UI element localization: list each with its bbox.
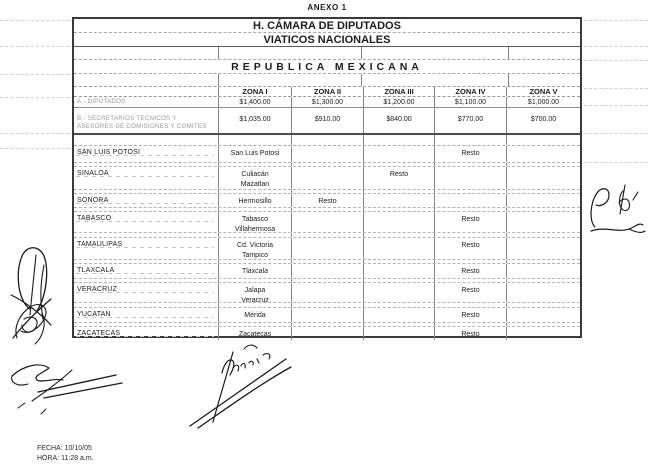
scan-artifact-line [0,46,70,47]
rate-value: $1,300.00 [292,97,364,107]
state-name: TAMAULIPAS [74,238,219,259]
zona-i-city: Tlaxcala [241,268,269,275]
rate-value: $910.00 [292,114,364,133]
rate-label-line2: ASESORES DE COMISIONES Y COMITES [77,123,207,130]
table-row-sonora [74,194,580,208]
fecha-label: FECHA: 10/10/05 [37,445,92,452]
zona-ii-cell [292,238,364,259]
state-name: YUCATAN [74,308,219,322]
spacer-row [74,135,580,146]
table-subtitle: VIATICOS NACIONALES [263,33,391,46]
scan-artifact-line [0,148,70,149]
rate-row-diputados [74,97,580,108]
zona-iv-cell [435,194,507,207]
zona-i-city: Mazatlan [240,181,270,188]
zona-iii-cell [364,308,435,322]
ink-signature-right-icon [584,183,648,239]
scan-artifact-line [0,74,70,75]
zona-i-city: Culiacán [241,171,269,178]
table-row-tabasco [74,212,580,233]
table-row-sinaloa [74,167,580,190]
scan-artifact-line [584,133,648,134]
scan-artifact-line [584,20,648,21]
footer [37,444,94,463]
ink-signature-bottom-left-icon [10,356,130,420]
zona-iv-cell: Resto [435,212,507,232]
zona-ii-cell [292,146,364,162]
state-name: ZACATECAS [74,327,219,340]
zona-v-cell [507,264,580,278]
state-name: TLAXCALA [74,264,219,278]
zona-i-city: Mérida [244,312,266,319]
zona-i-city: Villahermosa [234,226,276,232]
rate-value: $1,200.00 [364,97,435,107]
zona-iii-cell [364,194,435,207]
zona-iii-cell [364,264,435,278]
state-name: SAN LUIS POTOSI [74,146,219,162]
zone-header-row [74,87,580,97]
zone-header-i: ZONA I [219,87,292,96]
table-row-yucatan [74,308,580,323]
rate-value: $840.00 [364,114,435,133]
zona-v-cell [507,308,580,322]
zona-i-city: Cd. Victoria [236,242,274,249]
state-name: TABASCO [74,212,219,232]
ink-signature-center-icon [188,342,296,430]
table-row-zacatecas [74,327,580,340]
zona-i-city: Veracruz [241,297,269,302]
scan-artifact-line [0,133,70,134]
zona-iii-cell: Resto [364,167,435,189]
scan-artifact-line [0,20,70,21]
table-row-san-luis-potosi [74,146,580,163]
zona-iv-cell: Resto [435,146,507,162]
rate-value: $1,100.00 [435,97,507,107]
zona-iii-cell [364,146,435,162]
zona-v-cell [507,327,580,340]
zona-ii-cell [292,308,364,322]
zona-iv-cell: Resto [435,238,507,259]
state-name: SINALOA [74,167,219,189]
zona-iv-cell: Resto [435,327,507,340]
region-title-row [74,60,580,74]
zona-i-city: Tabasco [241,216,269,223]
zone-header-v: ZONA V [529,87,558,96]
zona-ii-cell: Resto [292,194,364,207]
state-name: VERACRUZ [74,283,219,302]
zona-v-cell [507,146,580,162]
zona-iii-cell [364,238,435,259]
zona-ii-cell [292,212,364,232]
rate-value: $1,035.00 [219,114,292,133]
ink-signature-left-icon [6,243,64,349]
annex-label: ANEXO 1 [307,3,347,12]
zona-v-cell [507,194,580,207]
table-title-row-2 [74,33,580,47]
zona-i-city: Jalapa [244,287,266,294]
state-name: SONORA [74,194,219,207]
rate-value: $770.00 [435,114,507,133]
rate-row-secretarios [74,114,580,135]
table-row-tamaulipas [74,238,580,260]
region-title: REPUBLICA MEXICANA [231,60,423,73]
table-row-tlaxcala [74,264,580,279]
scan-artifact-line [584,46,648,47]
zona-iii-cell [364,327,435,340]
viaticos-table [72,17,582,338]
zona-iv-cell: Resto [435,264,507,278]
zona-i-city: Tampico [241,252,269,259]
zona-ii-cell [292,264,364,278]
zone-header-iii: ZONA III [364,87,435,96]
scan-artifact-line [584,105,648,106]
hora-label: HORA: 11:28 a.m. [37,454,94,462]
zona-iv-cell: Resto [435,308,507,322]
zona-v-cell [507,167,580,189]
empty-row [74,74,580,87]
table-title-row-1 [74,19,580,33]
table-row-veracruz [74,283,580,303]
rate-value: $1,400.00 [219,97,292,107]
scan-artifact-line [584,60,648,61]
zona-iii-cell [364,212,435,232]
zona-ii-cell [292,167,364,189]
zona-iii-cell [364,283,435,302]
zona-ii-cell [292,327,364,340]
scan-artifact-line [584,88,648,89]
rate-value: $1,000.00 [527,99,560,106]
zona-ii-cell [292,283,364,302]
scan-artifact-line [584,162,648,163]
rate-label-line1: B.- SECRETARIOS TECNICOS Y [77,115,177,122]
zona-v-cell [507,238,580,259]
rate-value: $700.00 [530,116,557,123]
zona-i-city: Zacatecas [238,331,272,338]
zona-i-city: Hermosillo [238,198,272,205]
zona-v-cell [507,212,580,232]
zone-header-iv: ZONA IV [435,87,507,96]
table-title: H. CÁMARA DE DIPUTADOS [253,19,401,32]
scan-artifact-line [0,97,70,98]
zona-v-cell [507,283,580,302]
zona-i-city: San Luis Potosi [230,150,280,157]
empty-row [74,47,580,60]
rate-label: A.- DIPUTADOS [74,97,219,107]
zona-iv-cell: Resto [435,283,507,302]
zona-iv-cell [435,167,507,189]
zone-header-ii: ZONA II [292,87,364,96]
